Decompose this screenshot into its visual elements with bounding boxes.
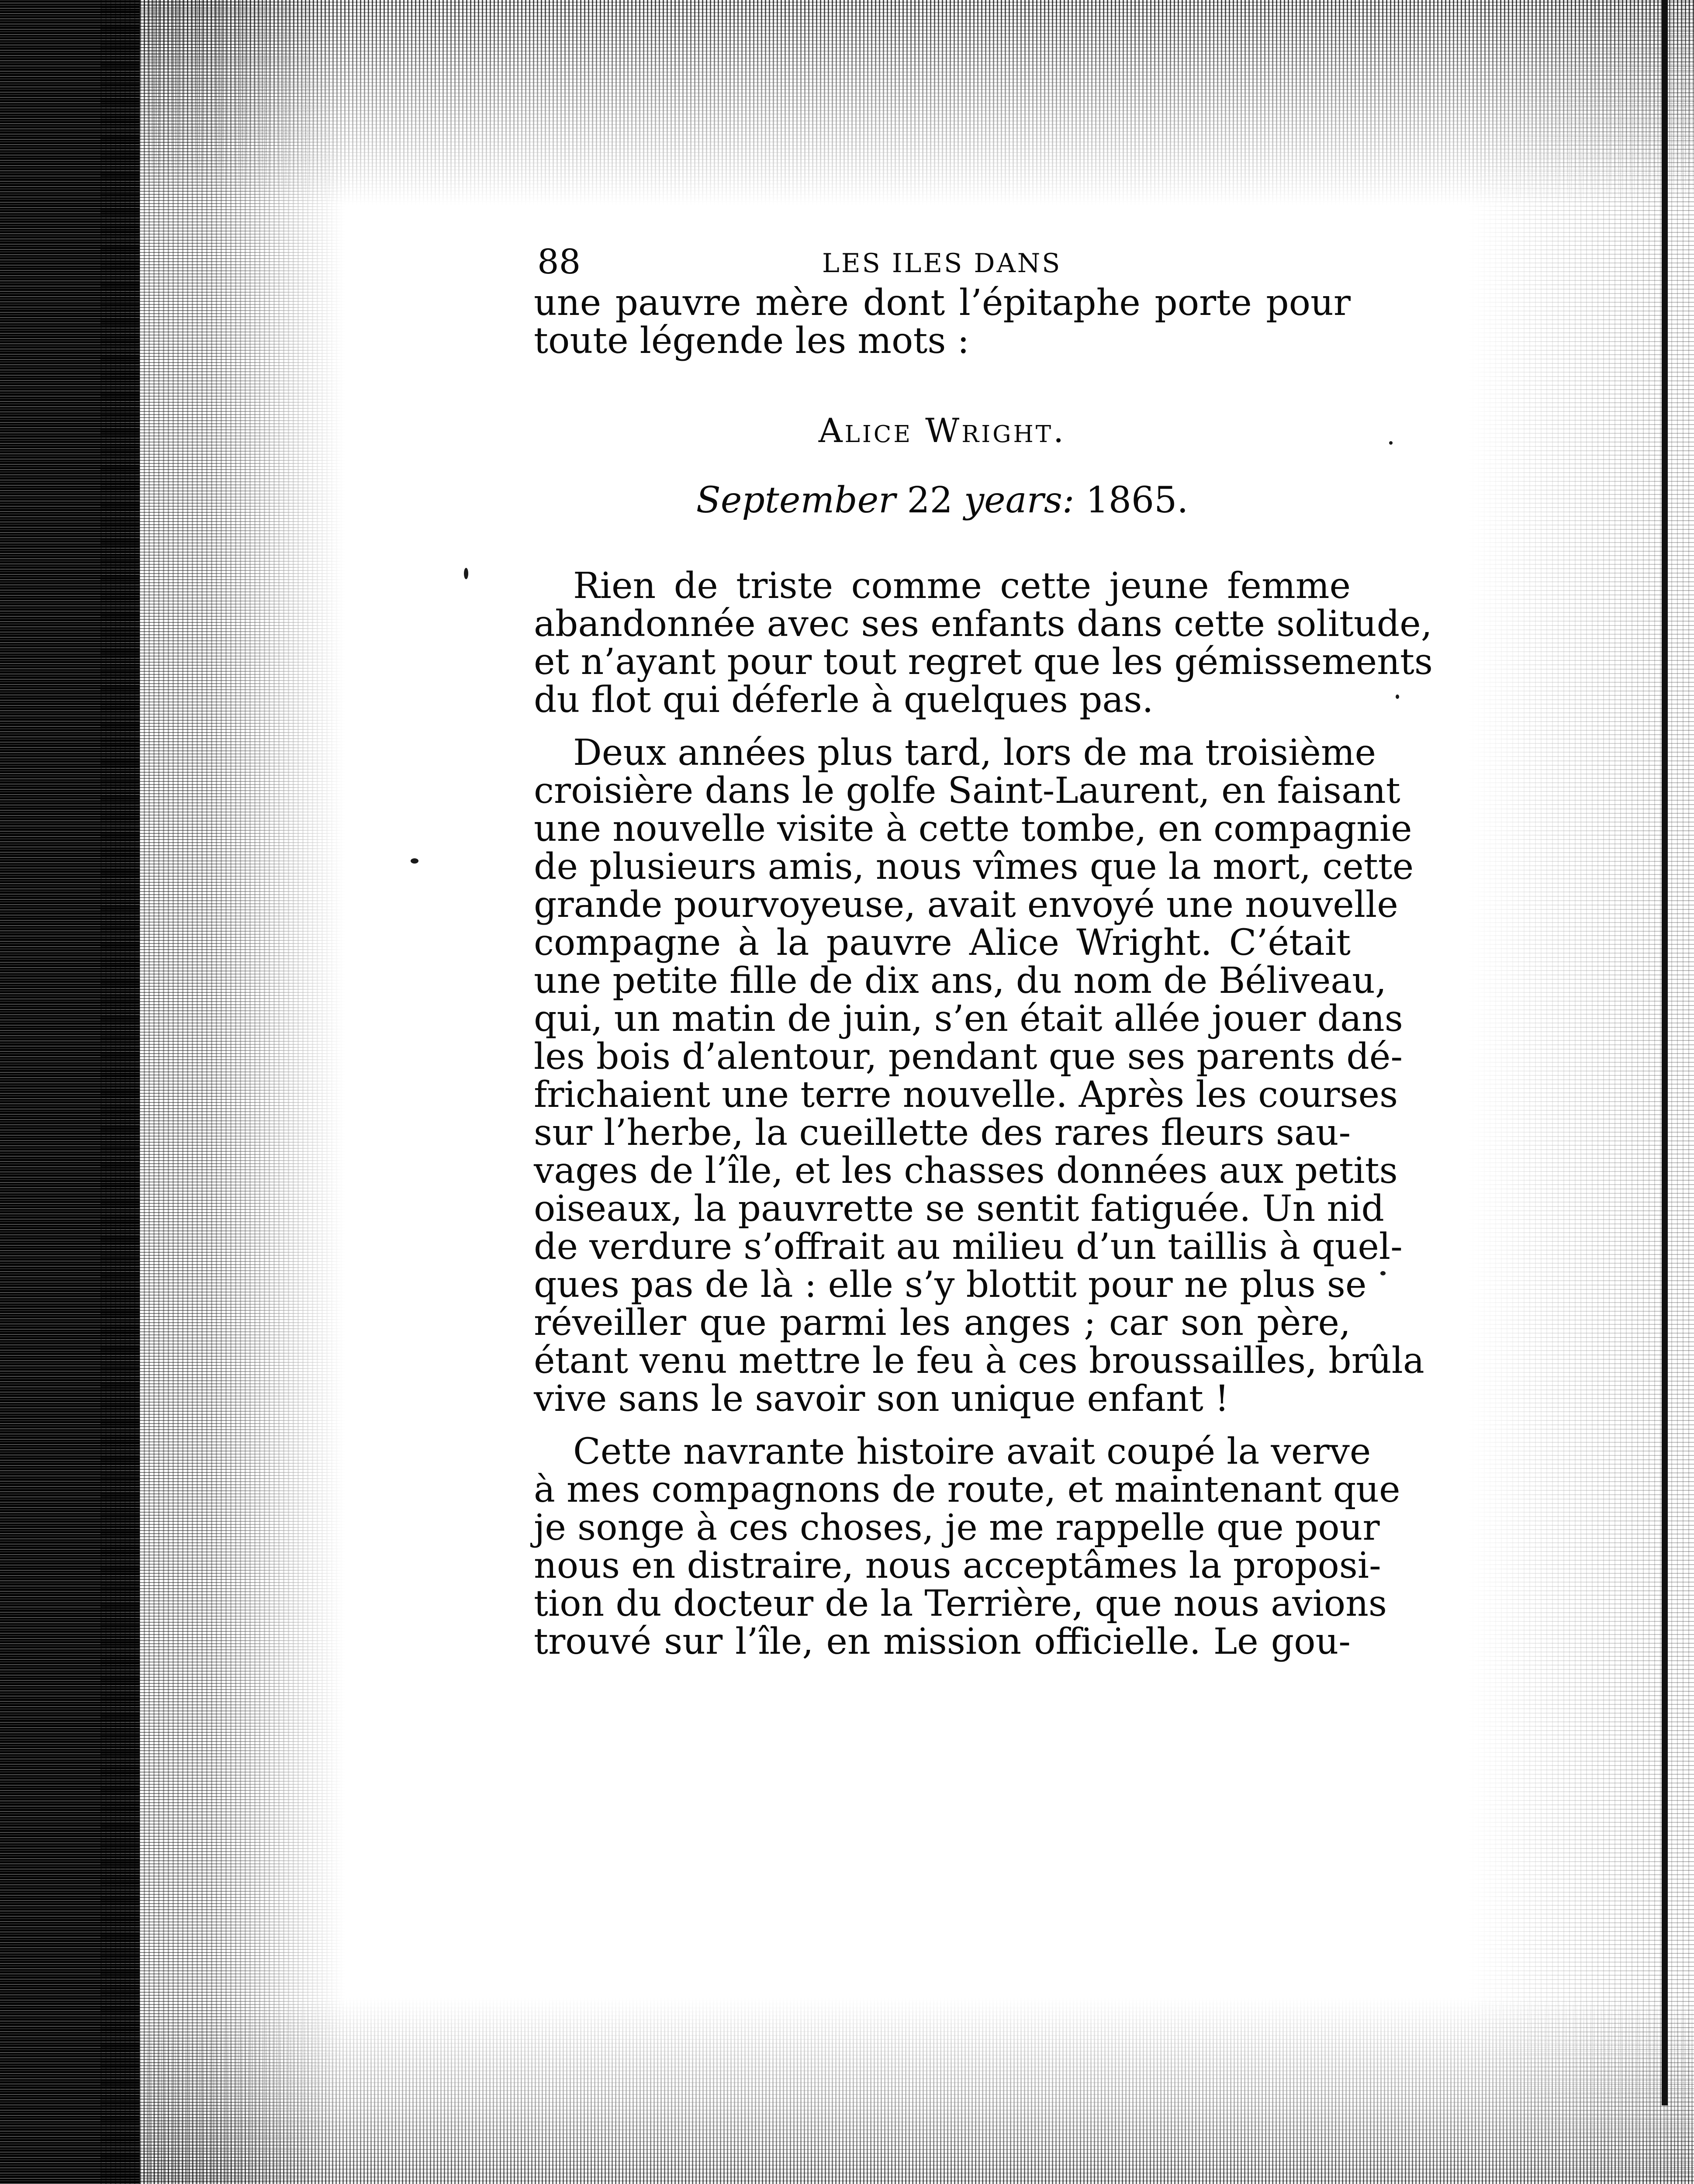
text-line: oiseaux, la pauvrette se sentit fatiguée. Un nid	[534, 1188, 1384, 1230]
opening-lines	[534, 284, 1351, 360]
text-line: réveiller que parmi les anges ; car son père,	[534, 1302, 1351, 1344]
text-line: Rien de triste comme cette jeune femme	[573, 565, 1351, 607]
epitaph-age: 22	[907, 480, 953, 521]
page-text	[534, 236, 1433, 1662]
text-line: Cette navrante histoire avait coupé la verve	[573, 1431, 1371, 1472]
text-line: les bois d’alentour, pendant que ses parents dé-	[534, 1036, 1403, 1078]
text-line: et n’ayant pour tout regret que les gémissements	[534, 641, 1433, 683]
scan-speck	[1389, 441, 1393, 445]
text-line: toute légende les mots :	[534, 320, 970, 362]
text-line: étant venu mettre le feu à ces broussailles, brûla	[534, 1340, 1424, 1382]
text-line: ques pas de là : elle s’y blottit pour ne plus se	[534, 1264, 1367, 1306]
text-line: tion du docteur de la Terrière, que nous avions	[534, 1583, 1387, 1624]
text-line: qui, un matin de juin, s’en était allée jouer dans	[534, 998, 1403, 1040]
paragraph-3	[534, 1431, 1400, 1662]
text-line: nous en distraire, nous acceptâmes la proposi-	[534, 1545, 1381, 1586]
scan-speck	[464, 568, 468, 579]
text-line: du flot qui déferle à quelques pas.	[534, 679, 1154, 721]
text-line: trouvé sur l’île, en mission officielle. Le gou-	[534, 1621, 1351, 1662]
text-line: une nouvelle visite à cette tombe, en compagnie	[534, 808, 1412, 850]
scan-edge-right	[1662, 0, 1668, 2105]
text-line: de verdure s’offrait au milieu d’un taillis à quel-	[534, 1226, 1403, 1268]
scan-speck	[1396, 695, 1399, 699]
text-line: abandonnée avec ses enfants dans cette solitude,	[534, 603, 1432, 645]
scan-noise-bottom	[140, 1997, 1694, 2184]
epitaph-years-word: years	[964, 480, 1062, 521]
text-line: Deux années plus tard, lors de ma troisième	[573, 732, 1376, 774]
epitaph-year: 1865.	[1086, 480, 1189, 521]
text-line: vive sans le savoir son unique enfant !	[534, 1378, 1229, 1420]
text-line: compagne à la pauvre Alice Wright. C’était	[534, 922, 1351, 964]
text-line: je songe à ces choses, je me rappelle que pour	[534, 1507, 1380, 1548]
scan-noise-top	[140, 0, 1694, 205]
text-line: vages de l’île, et les chasses données aux petits	[534, 1150, 1398, 1192]
running-head	[534, 236, 1351, 284]
scan-noise-right	[1467, 0, 1694, 2184]
text-line: croisière dans le golfe Saint-Laurent, en faisant	[534, 770, 1400, 812]
text-line: à mes compagnons de route, et maintenant que	[534, 1469, 1400, 1510]
paragraph-2	[534, 732, 1424, 1420]
paragraph-1	[534, 565, 1433, 721]
text-line: une petite fille de dix ans, du nom de Béliveau,	[534, 960, 1387, 1002]
epitaph-name: Alice Wright.	[818, 411, 1066, 450]
scan-speck	[1380, 1271, 1386, 1275]
text-line: sur l’herbe, la cueillette des rares fleurs sau-	[534, 1112, 1351, 1154]
epitaph-month: September	[696, 480, 896, 521]
epitaph-separator: :	[1062, 480, 1075, 521]
page-number: 88	[537, 242, 581, 282]
text-line: grande pourvoyeuse, avait envoyé une nouvelle	[534, 884, 1398, 926]
text-line: de plusieurs amis, nous vîmes que la mort, cette	[534, 846, 1414, 888]
running-head-title: LES ILES DANS	[822, 248, 1062, 279]
scan-speck	[411, 858, 418, 864]
scan-noise-left	[100, 0, 345, 2184]
text-line: frichaient une terre nouvelle. Après les courses	[534, 1074, 1398, 1116]
epitaph-date	[534, 479, 1351, 522]
text-line: une pauvre mère dont l’épitaphe porte pour	[534, 282, 1351, 324]
